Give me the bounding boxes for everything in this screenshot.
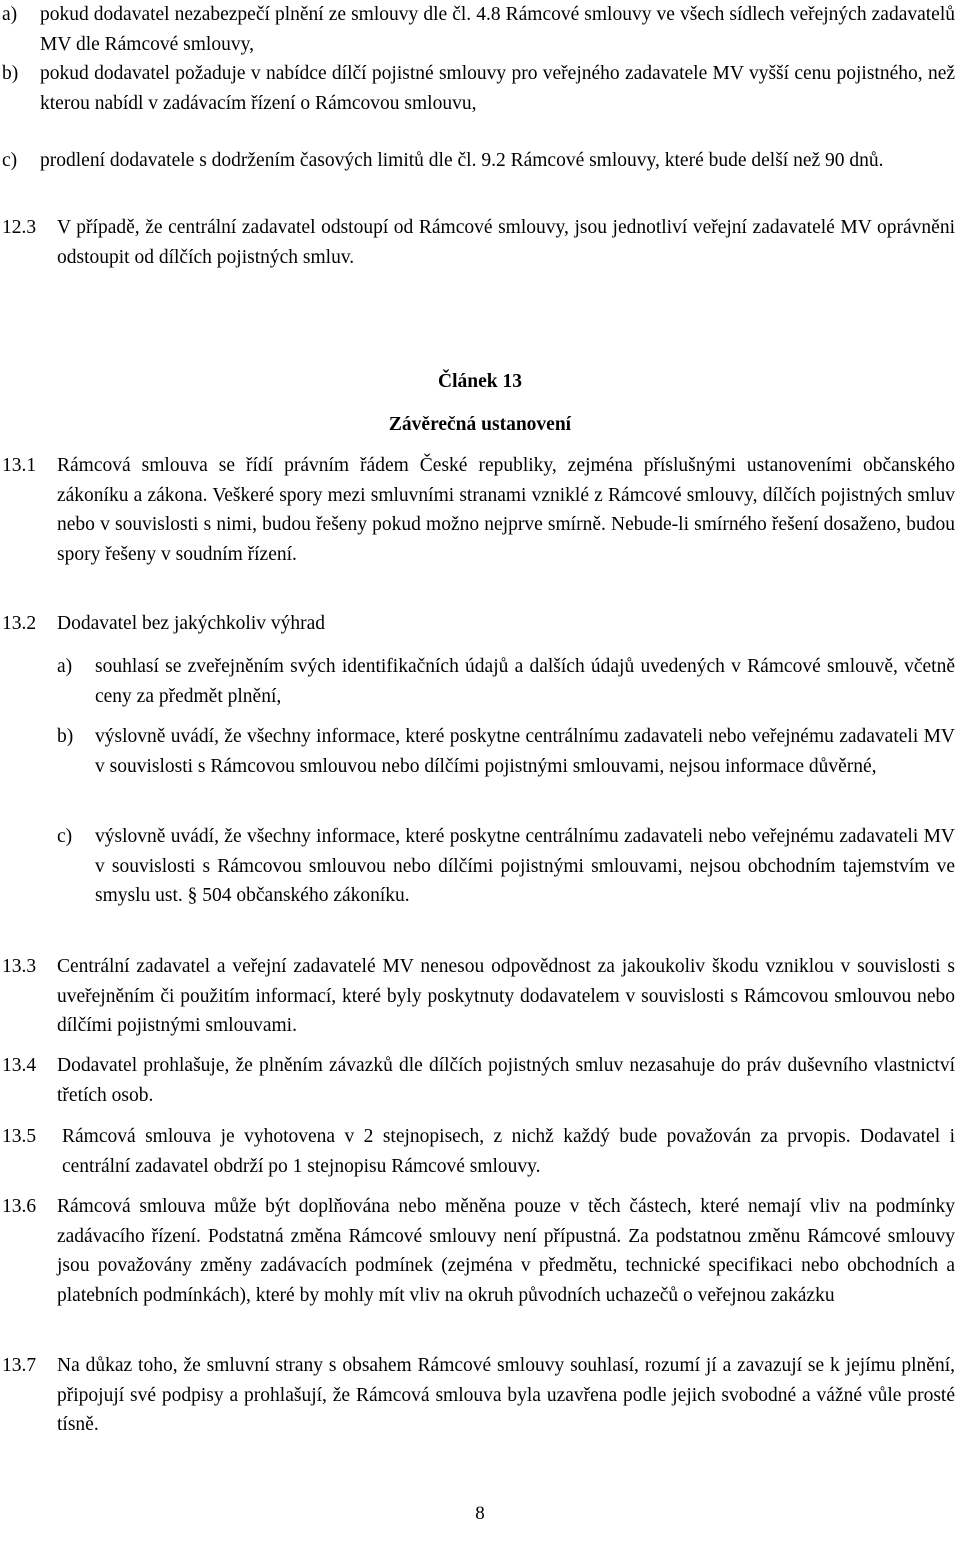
clause-number: 13.4 [2,1055,37,1076]
list-label: b) [57,726,74,747]
list-text: pokud dodavatel nezabezpečí plnění ze smlouvy dle čl. 4.8 Rámcové smlouvy ve všech sídlech veřejných zadavatelů MV dle Rámcové smlouvy, [40,4,955,55]
list-text: výslovně uvádí, že všechny informace, které poskytne centrálnímu zadavateli nebo veřejnému zadavateli MV v souvislosti s Rámcovou smlouvou nebo dílčími pojistnými smlouvami, nejsou obchodním tajemstvím ve smyslu ust. § 504 občanského zákoníku. [95,826,955,907]
list-text: souhlasí se zveřejněním svých identifikačních údajů a dalších údajů uvedených v Rámcové smlouvě, včetně ceny za předmět plnění, [95,656,955,707]
article-title: Článek 13 [438,371,522,392]
clause-text: Rámcová smlouva je vyhotovena v 2 stejnopisech, z nichž každý bude považován za prvopis. Dodavatel i centrální zadavatel obdrží po 1 stejnopisu Rámcové smlouvy. [62,1126,955,1177]
clause-number: 13.1 [2,455,37,476]
clause-text: Rámcová smlouva může být doplňována nebo měněna pouze v těch částech, které nemají vliv na podmínky zadávacího řízení. Podstatná změna Rámcové smlouvy není přípustná. Za podstatnou změnu Rámcové smlouvy jsou považovány změny zadávacích podmínek (zejména v předmětu, technické specifikaci nebo obchodních a platebních podmínkách), které by mohly mít vliv na okruh původních uchazečů o veřejnou zakázku [57,1196,955,1306]
list-label: a) [2,4,18,25]
list-label: b) [2,63,19,84]
list-text: výslovně uvádí, že všechny informace, které poskytne centrálnímu zadavateli nebo veřejnému zadavateli MV v souvislosti s Rámcovou smlouvou nebo dílčími pojistnými smlouvami, nejsou informace důvěrné, [95,726,955,777]
clause-text: Centrální zadavatel a veřejní zadavatelé MV nenesou odpovědnost za jakoukoliv škodu vzniklou v souvislosti s uveřejněním či použitím informací, které byly poskytnuty dodavatelem v souvislosti s Rámcovou smlouvou nebo dílčími pojistnými smlouvami. [57,956,955,1037]
clause-text: Rámcová smlouva se řídí právním řádem České republiky, zejména příslušnými ustanoveními občanského zákoníku a zákona. Veškeré spory mezi smluvními stranami vzniklé z Rámcové smlouvy, dílčích pojistných smluv nebo v souvislosti s nimi, budou řešeny pokud možno nejprve smírně. Nebude-li smírného řešení dosaženo, budou spory řešeny v soudním řízení. [57,455,955,565]
list-text: pokud dodavatel požaduje v nabídce dílčí pojistné smlouvy pro veřejného zadavatele MV vyšší cenu pojistného, než kterou nabídl v zadávacím řízení o Rámcovou smlouvu, [40,63,955,114]
clause-number: 13.2 [2,613,37,634]
clause-number: 13.7 [2,1355,37,1376]
clause-text: Na důkaz toho, že smluvní strany s obsahem Rámcové smlouvy souhlasí, rozumí jí a zavazují se k jejímu plnění, připojují své podpisy a prohlašují, že Rámcová smlouva byla uzavřena podle jejich svobodné a vážné vůle prosté tísně. [57,1355,955,1436]
article-subtitle: Závěrečná ustanovení [388,414,572,435]
list-label: c) [2,150,18,171]
clause-text: V případě, že centrální zadavatel odstoupí od Rámcové smlouvy, jsou jednotliví veřejní zadavatelé MV oprávněni odstoupit od dílčích pojistných smluv. [57,217,955,268]
clause-number: 13.5 [2,1126,37,1147]
clause-number: 12.3 [2,217,37,238]
list-label: c) [57,826,73,847]
list-text: prodlení dodavatele s dodržením časových limitů dle čl. 9.2 Rámcové smlouvy, které bude delší než 90 dnů. [40,150,884,171]
clause-number: 13.6 [2,1196,37,1217]
list-label: a) [57,656,73,677]
clause-number: 13.3 [2,956,37,977]
clause-text: Dodavatel prohlašuje, že plněním závazků dle dílčích pojistných smluv nezasahuje do práv duševního vlastnictví třetích osob. [57,1055,955,1106]
page-number: 8 [475,1503,485,1524]
clause-text: Dodavatel bez jakýchkoliv výhrad [57,613,326,634]
